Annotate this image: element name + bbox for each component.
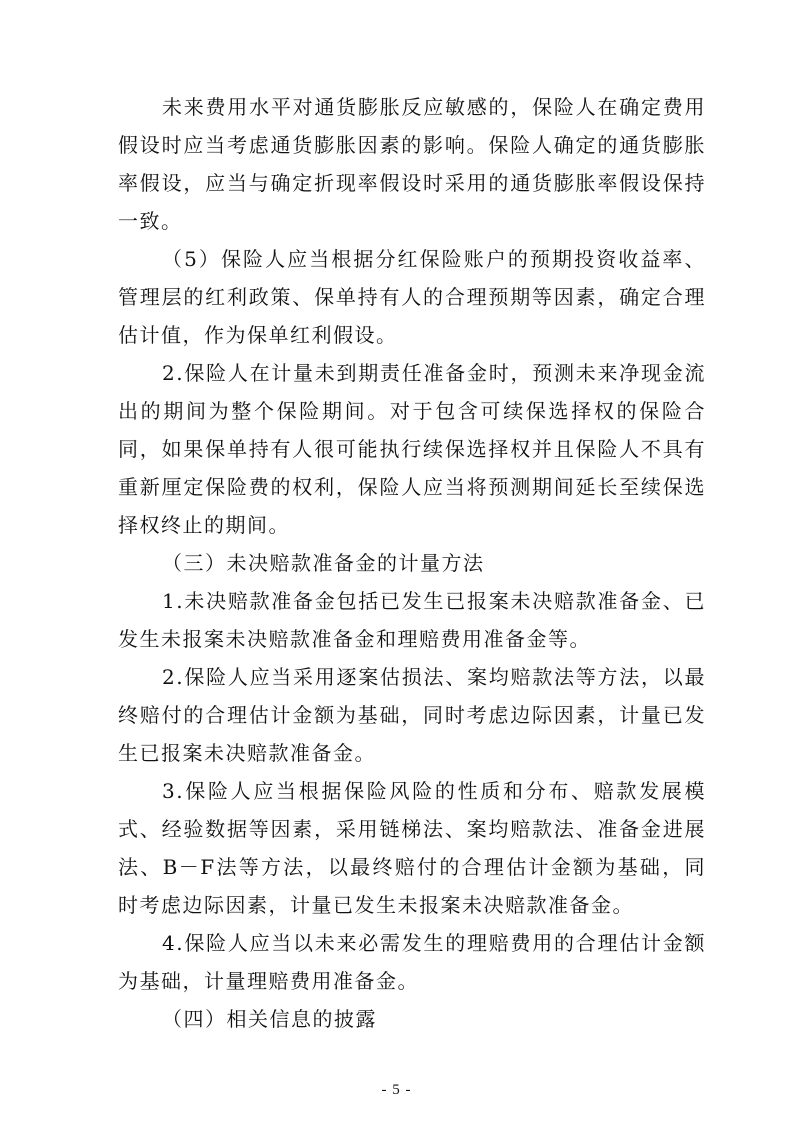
section-heading-disclosure: （四）相关信息的披露 — [162, 1007, 377, 1031]
paragraph-claims-expense-reserve: 4.保险人应当以未来必需发生的理赔费用的合理估计金额为基础，计量理赔费用准备金。 — [118, 931, 706, 993]
document-body — [118, 88, 706, 1038]
paragraph-projection-period: 2.保险人在计量未到期责任准备金时，预测未来净现金流出的期间为整个保险期间。对于包含可续保选择权的保险合同，如果保单持有人很可能执行续保选择权并且保险人不具有重新厘定保险费的权利，保险人应当将预测期间延长至续保选择权终止的期间。 — [118, 361, 706, 537]
paragraph-reported-claims-method: 2.保险人应当采用逐案估损法、案均赔款法等方法，以最终赔付的合理估计金额为基础，同时考虑边际因素，计量已发生已报案未决赔款准备金。 — [118, 665, 706, 765]
paragraph-ibnr-method: 3.保险人应当根据保险风险的性质和分布、赔款发展模式、经验数据等因素，采用链梯法、案均赔款法、准备金进展法、B－F法等方法，以最终赔付的合理估计金额为基础，同时考虑边际因素，计量已发生未报案未决赔款准备金。 — [118, 779, 706, 917]
paragraph-claims-reserve-components: 1.未决赔款准备金包括已发生已报案未决赔款准备金、已发生未报案未决赔款准备金和理赔费用准备金等。 — [118, 589, 706, 651]
paragraph-inflation-assumption: 未来费用水平对通货膨胀反应敏感的，保险人在确定费用假设时应当考虑通货膨胀因素的影响。保险人确定的通货膨胀率假设，应当与确定折现率假设时采用的通货膨胀率假设保持一致。 — [118, 95, 706, 233]
paragraph-dividend-assumption: （5）保险人应当根据分红保险账户的预期投资收益率、管理层的红利政策、保单持有人的合理预期等因素，确定合理估计值，作为保单红利假设。 — [118, 247, 706, 347]
section-heading-outstanding-claims: （三）未决赔款准备金的计量方法 — [162, 551, 485, 575]
page-number: - 5 - — [381, 1082, 412, 1098]
